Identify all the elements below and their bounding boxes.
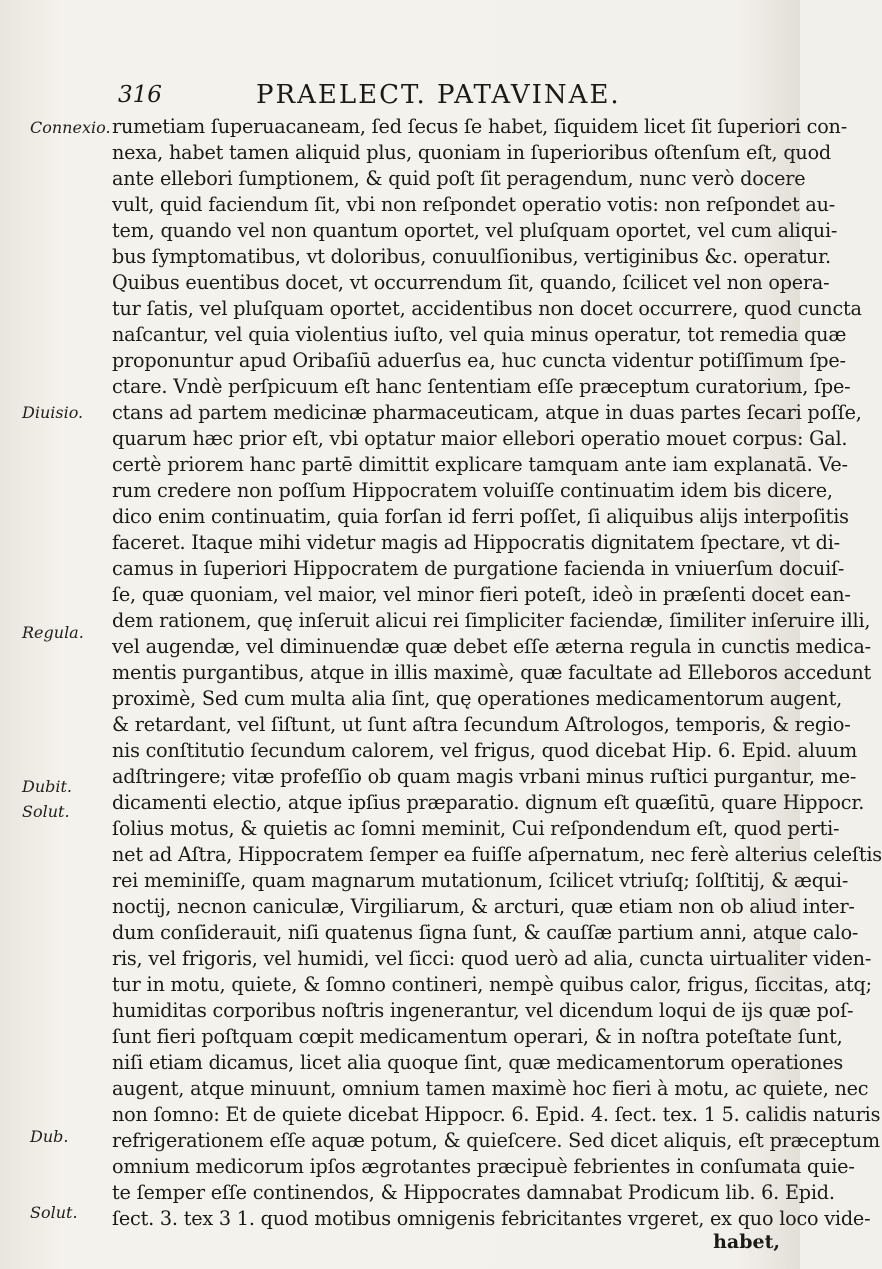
text-line: omnium medicorum ipſos ægrotantes præcipuè febrientes in conſumata quie- xyxy=(112,1155,855,1178)
margin-note-dubit: Dubit. xyxy=(22,777,73,796)
text-line: dico enim continuatim, quia forſan id ferri poſſet, ſi aliquibus alijs interpoſitis xyxy=(112,505,849,528)
text-line: ctare. Vndè perſpicuum eſt hanc ſententiam eſſe præceptum curatorium, ſpe- xyxy=(112,375,851,398)
text-line: ſolius motus, & quietis ac ſomni meminit, Cui reſpondendum eſt, quod perti- xyxy=(112,817,840,840)
text-line: ſunt fieri poſtquam cœpit medicamentum operari, & in noſtra poteſtate ſunt, xyxy=(112,1025,843,1048)
text-line: net ad Aſtra, Hippocratem ſemper ea fuiſſe aſpernatum, nec ferè alterius celeſtis xyxy=(112,843,882,866)
text-line: adſtringere; vitæ profeſſio ob quam magis vrbani minus ruſtici purgantur, me- xyxy=(112,765,857,788)
text-line: Quibus euentibus docet, vt occurrendum ſit, quando, ſcilicet vel non opera- xyxy=(112,271,830,294)
text-line: nis conſtitutio ſecundum calorem, vel frigus, quod dicebat Hip. 6. Epid. aluum xyxy=(112,739,857,762)
margin-note-dub: Dub. xyxy=(30,1127,69,1146)
text-line: naſcantur, vel quia violentius iuſto, vel quia minus operatur, tot remedia quæ xyxy=(112,323,847,346)
text-line: proponuntur apud Oribaſiū aduerſus ea, huc cuncta videntur potiſſimum ſpe- xyxy=(112,349,846,372)
text-line: augent, atque minuunt, omnium tamen maximè hoc fieri à motu, ac quiete, nec xyxy=(112,1077,869,1100)
text-line: vult, quid faciendum ſit, vbi non reſpondet operatio votis: non reſpondet au- xyxy=(112,193,836,216)
text-line: tem, quando vel non quantum oportet, vel pluſquam oportet, vel cum aliqui- xyxy=(112,219,838,242)
text-line: tur in motu, quiete, & ſomno contineri, nempè quibus calor, frigus, ſiccitas, atq; xyxy=(112,973,872,996)
text-line: proximè, Sed cum multa alia ſint, quę operationes medicamentorum augent, xyxy=(112,687,842,710)
margin-note-connexio: Connexio. xyxy=(30,118,111,137)
text-line: camus in ſuperiori Hippocratem de purgatione facienda in vniuerſum docuiſ- xyxy=(112,557,845,580)
text-line: dum conſiderauit, niſi quatenus ſigna ſunt, & cauſſæ partium anni, atque calo- xyxy=(112,921,859,944)
text-line: ante ellebori ſumptionem, & quid poſt ſit peragendum, nunc verò docere xyxy=(112,167,806,190)
margin-note-solut: Solut. xyxy=(22,802,70,821)
text-line: quarum hæc prior eſt, vbi optatur maior ellebori operatio mouet corpus: Gal. xyxy=(112,427,848,450)
text-line: dicamenti electio, atque ipſius præparatio. dignum eſt quæſitū, quare Hippocr. xyxy=(112,791,865,814)
text-line: te ſemper eſſe continendos, & Hippocrates damnabat Prodicum lib. 6. Epid. xyxy=(112,1181,835,1204)
text-line: rei meminiſſe, quam magnarum mutationum, ſcilicet vtriuſq; ſolſtitij, & æqui- xyxy=(112,869,849,892)
text-line: nexa, habet tamen aliquid plus, quoniam in ſuperioribus oſtenſum eſt, quod xyxy=(112,141,832,164)
text-line: rumetiam ſuperuacaneam, ſed ſecus ſe habet, ſiquidem licet ſit ſuperiori con- xyxy=(112,115,847,138)
text-line: tur ſatis, vel pluſquam oportet, accidentibus non docet occurrere, quod cuncta xyxy=(112,297,862,320)
catchword: habet, xyxy=(713,1231,780,1253)
margin-note-solut-2: Solut. xyxy=(30,1203,78,1222)
text-line: non ſomno: Et de quiete dicebat Hippocr. 6. Epid. 4. ſect. tex. 1 5. calidis naturis xyxy=(112,1103,881,1126)
text-line: niſi etiam dicamus, licet alia quoque ſint, quæ medicamentorum operationes xyxy=(112,1051,844,1074)
text-line: ctans ad partem medicinæ pharmaceuticam, atque in duas partes ſecari poſſe, xyxy=(112,401,862,424)
text-line: rum credere non poſſum Hippocratem voluiſſe continuatim idem bis dicere, xyxy=(112,479,833,502)
text-line: dem rationem, quę inſeruit alicui rei ſimpliciter faciendæ, ſimiliter inſeruire illi, xyxy=(112,609,871,632)
text-line: humiditas corporibus noſtris ingenerantur, vel dicendum loqui de ijs quæ poſ- xyxy=(112,999,854,1022)
text-line: refrigerationem eſſe aquæ potum, & quieſcere. Sed dicet aliquis, eſt præceptum xyxy=(112,1129,880,1152)
running-title: PRAELECT. PATAVINAE. xyxy=(256,80,621,110)
text-line: ris, vel frigoris, vel humidi, vel ſicci: quod uerò ad alia, cuncta uirtualiter viden- xyxy=(112,947,872,970)
text-line: ſect. 3. tex 3 1. quod motibus omnigenis febricitantes vrgeret, ex quo loco vide- xyxy=(112,1207,871,1230)
text-line: bus ſymptomatibus, vt doloribus, conuulſionibus, vertiginibus &c. operatur. xyxy=(112,245,831,268)
text-line: faceret. Itaque mihi videtur magis ad Hippocratis dignitatem ſpectare, vt di- xyxy=(112,531,840,554)
text-line: certè priorem hanc partē dimittit explicare tamquam ante iam explanatā. Ve- xyxy=(112,453,848,476)
page-number: 316 xyxy=(118,82,162,108)
text-line: vel augendæ, vel diminuendæ quæ debet eſſe æterna regula in cunctis medica- xyxy=(112,635,871,658)
text-line: & retardant, vel ſiſtunt, ut ſunt aſtra ſecundum Aſtrologos, temporis, & regio- xyxy=(112,713,851,736)
text-line: mentis purgantibus, atque in illis maximè, quæ facultate ad Elleboros accedunt xyxy=(112,661,872,684)
text-line: ſe, quæ quoniam, vel maior, vel minor fieri poteſt, ideò in præſenti docet ean- xyxy=(112,583,851,606)
text-line: noctij, necnon caniculæ, Virgiliarum, & arcturi, quæ etiam non ob aliud inter- xyxy=(112,895,855,918)
margin-note-diuisio: Diuisio. xyxy=(22,403,84,422)
margin-note-regula: Regula. xyxy=(22,623,84,642)
